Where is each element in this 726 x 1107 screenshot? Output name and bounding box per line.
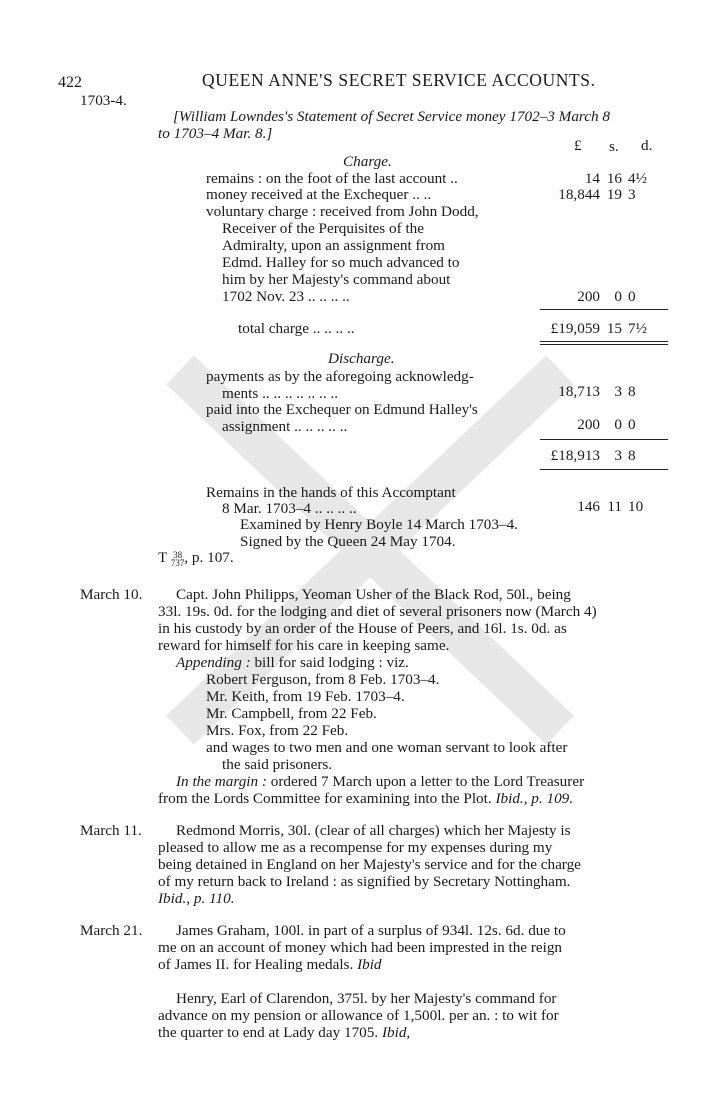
entry-line: pleased to allow me as a recompense for my expenses during my [158, 839, 553, 856]
voluntary-line: Edmd. Halley for so much advanced to [222, 254, 460, 271]
charge-remains-pounds: 14 [584, 170, 600, 187]
appending-line: Appending : bill for said lodging : viz. [176, 654, 409, 671]
remains-line: Remains in the hands of this Accomptant [206, 484, 456, 501]
entry-line: being detained in England on her Majesty's service and for the charge [158, 856, 581, 873]
entry-date-march11: March 11. [80, 822, 142, 839]
charge-item-exchequer: money received at the Exchequer .. .. [206, 186, 432, 203]
entry-date-march21: March 21. [80, 922, 143, 939]
statement-title-line2: to 1703–4 Mar. 8.] [158, 125, 273, 142]
divider [540, 341, 668, 342]
divider [540, 469, 668, 470]
discharge-line: payments as by the aforegoing acknowledg- [206, 368, 474, 385]
discharge-assignment-shillings: 0 [614, 416, 622, 433]
total-charge-label: total charge .. .. .. .. [238, 320, 355, 337]
discharge-line: assignment .. .. .. .. .. [222, 418, 348, 435]
charge-remains-shillings: 16 [606, 170, 622, 187]
prisoner-item: Mr. Campbell, from 22 Feb. [206, 705, 377, 722]
divider [540, 439, 668, 440]
margin-line2: from the Lords Committee for examining into the Plot. Ibid., p. 109. [158, 790, 574, 807]
discharge-line: ments .. .. .. .. .. .. .. [222, 385, 339, 402]
voluntary-line: Admiralty, upon an assignment from [222, 237, 445, 254]
discharge-payments-pounds: 18,713 [558, 383, 600, 400]
signed-line: Signed by the Queen 24 May 1704. [240, 533, 456, 550]
discharge-assignment-pence: 0 [628, 416, 636, 433]
charge-exchequer-pounds: 18,844 [558, 186, 600, 203]
divider [540, 344, 668, 345]
running-title: QUEEN ANNE'S SECRET SERVICE ACCOUNTS. [202, 70, 596, 90]
divider [540, 309, 668, 310]
entry-line: the quarter to end at Lady day 1705. Ibid, [158, 1024, 411, 1041]
entry-line: of James II. for Healing medals. Ibid [158, 956, 382, 973]
voluntary-line: Receiver of the Perquisites of the [222, 220, 425, 237]
wages-line: the said prisoners. [222, 756, 333, 773]
entry-line: James Graham, 100l. in part of a surplus of 934l. 12s. 6d. due to [176, 922, 566, 939]
voluntary-pounds: 200 [577, 288, 600, 305]
total-charge-shillings: 15 [606, 320, 622, 337]
entry-line: Capt. John Philipps, Yeoman Usher of the Black Rod, 50l., being [176, 586, 571, 603]
discharge-assignment-pounds: 200 [577, 416, 600, 433]
voluntary-pence: 0 [628, 288, 636, 305]
shillings-head: s. [609, 138, 619, 155]
entry-line: me on an account of money which had been imprested in the reign [158, 939, 563, 956]
remains-shillings: 11 [607, 498, 622, 515]
discharge-total-pence: 8 [628, 447, 636, 464]
remains-line: 8 Mar. 1703–4 .. .. .. .. [222, 500, 357, 517]
prisoner-item: Robert Ferguson, from 8 Feb. 1703–4. [206, 671, 440, 688]
charge-heading: Charge. [343, 153, 392, 170]
entry-line: in his custody by an order of the House of Peers, and 16l. 1s. 0d. as [158, 620, 567, 637]
discharge-payments-shillings: 3 [614, 383, 622, 400]
entry-date-march10: March 10. [80, 586, 143, 603]
entry-line: 33l. 19s. 0d. for the lodging and diet of several prisoners now (March 4) [158, 603, 597, 620]
header-year: 1703-4. [80, 92, 127, 109]
examined-line: Examined by Henry Boyle 14 March 1703–4. [240, 516, 518, 533]
entry-line: Henry, Earl of Clarendon, 375l. by her Majesty's command for [176, 990, 557, 1007]
pence-head: d. [641, 137, 653, 154]
voluntary-line: him by her Majesty's command about [222, 271, 451, 288]
remains-pence: 10 [628, 498, 644, 515]
remains-pounds: 146 [577, 498, 600, 515]
charge-exchequer-shillings: 19 [606, 186, 622, 203]
voluntary-shillings: 0 [614, 288, 622, 305]
statement-title-line1: [William Lowndes's Statement of Secret Service money 1702–3 March 8 [173, 108, 610, 125]
voluntary-line: 1702 Nov. 23 .. .. .. .. [222, 288, 350, 305]
prisoner-item: Mr. Keith, from 19 Feb. 1703–4. [206, 688, 405, 705]
discharge-line: paid into the Exchequer on Edmund Halley's [206, 401, 478, 418]
charge-item-remains: remains : on the foot of the last account .. [206, 170, 458, 187]
pounds-head: £ [574, 137, 582, 154]
entry-reference: Ibid., p. 110. [158, 890, 235, 907]
charge-remains-pence: 4½ [628, 170, 647, 187]
discharge-heading: Discharge. [328, 350, 395, 367]
entry-line: Redmond Morris, 30l. (clear of all charges) which her Majesty is [176, 822, 571, 839]
voluntary-line: voluntary charge : received from John Dodd, [206, 203, 479, 220]
discharge-total-pounds: £18,913 [550, 447, 600, 464]
total-charge-pounds: £19,059 [550, 320, 600, 337]
margin-line: In the margin : ordered 7 March upon a letter to the Lord Treasurer [176, 773, 585, 790]
treasury-reference: T 38 737, p. 107. [158, 549, 234, 568]
charge-exchequer-pence: 3 [628, 186, 636, 203]
wages-line: and wages to two men and one woman servant to look after [206, 739, 568, 756]
prisoner-item: Mrs. Fox, from 22 Feb. [206, 722, 349, 739]
discharge-payments-pence: 8 [628, 383, 636, 400]
total-charge-pence: 7½ [628, 320, 647, 337]
page-number: 422 [58, 74, 82, 91]
entry-line: reward for himself for his care in keeping same. [158, 637, 450, 654]
entry-line: advance on my pension or allowance of 1,500l. per an. : to wit for [158, 1007, 559, 1024]
entry-line: of my return back to Ireland : as signified by Secretary Nottingham. [158, 873, 571, 890]
discharge-total-shillings: 3 [614, 447, 622, 464]
